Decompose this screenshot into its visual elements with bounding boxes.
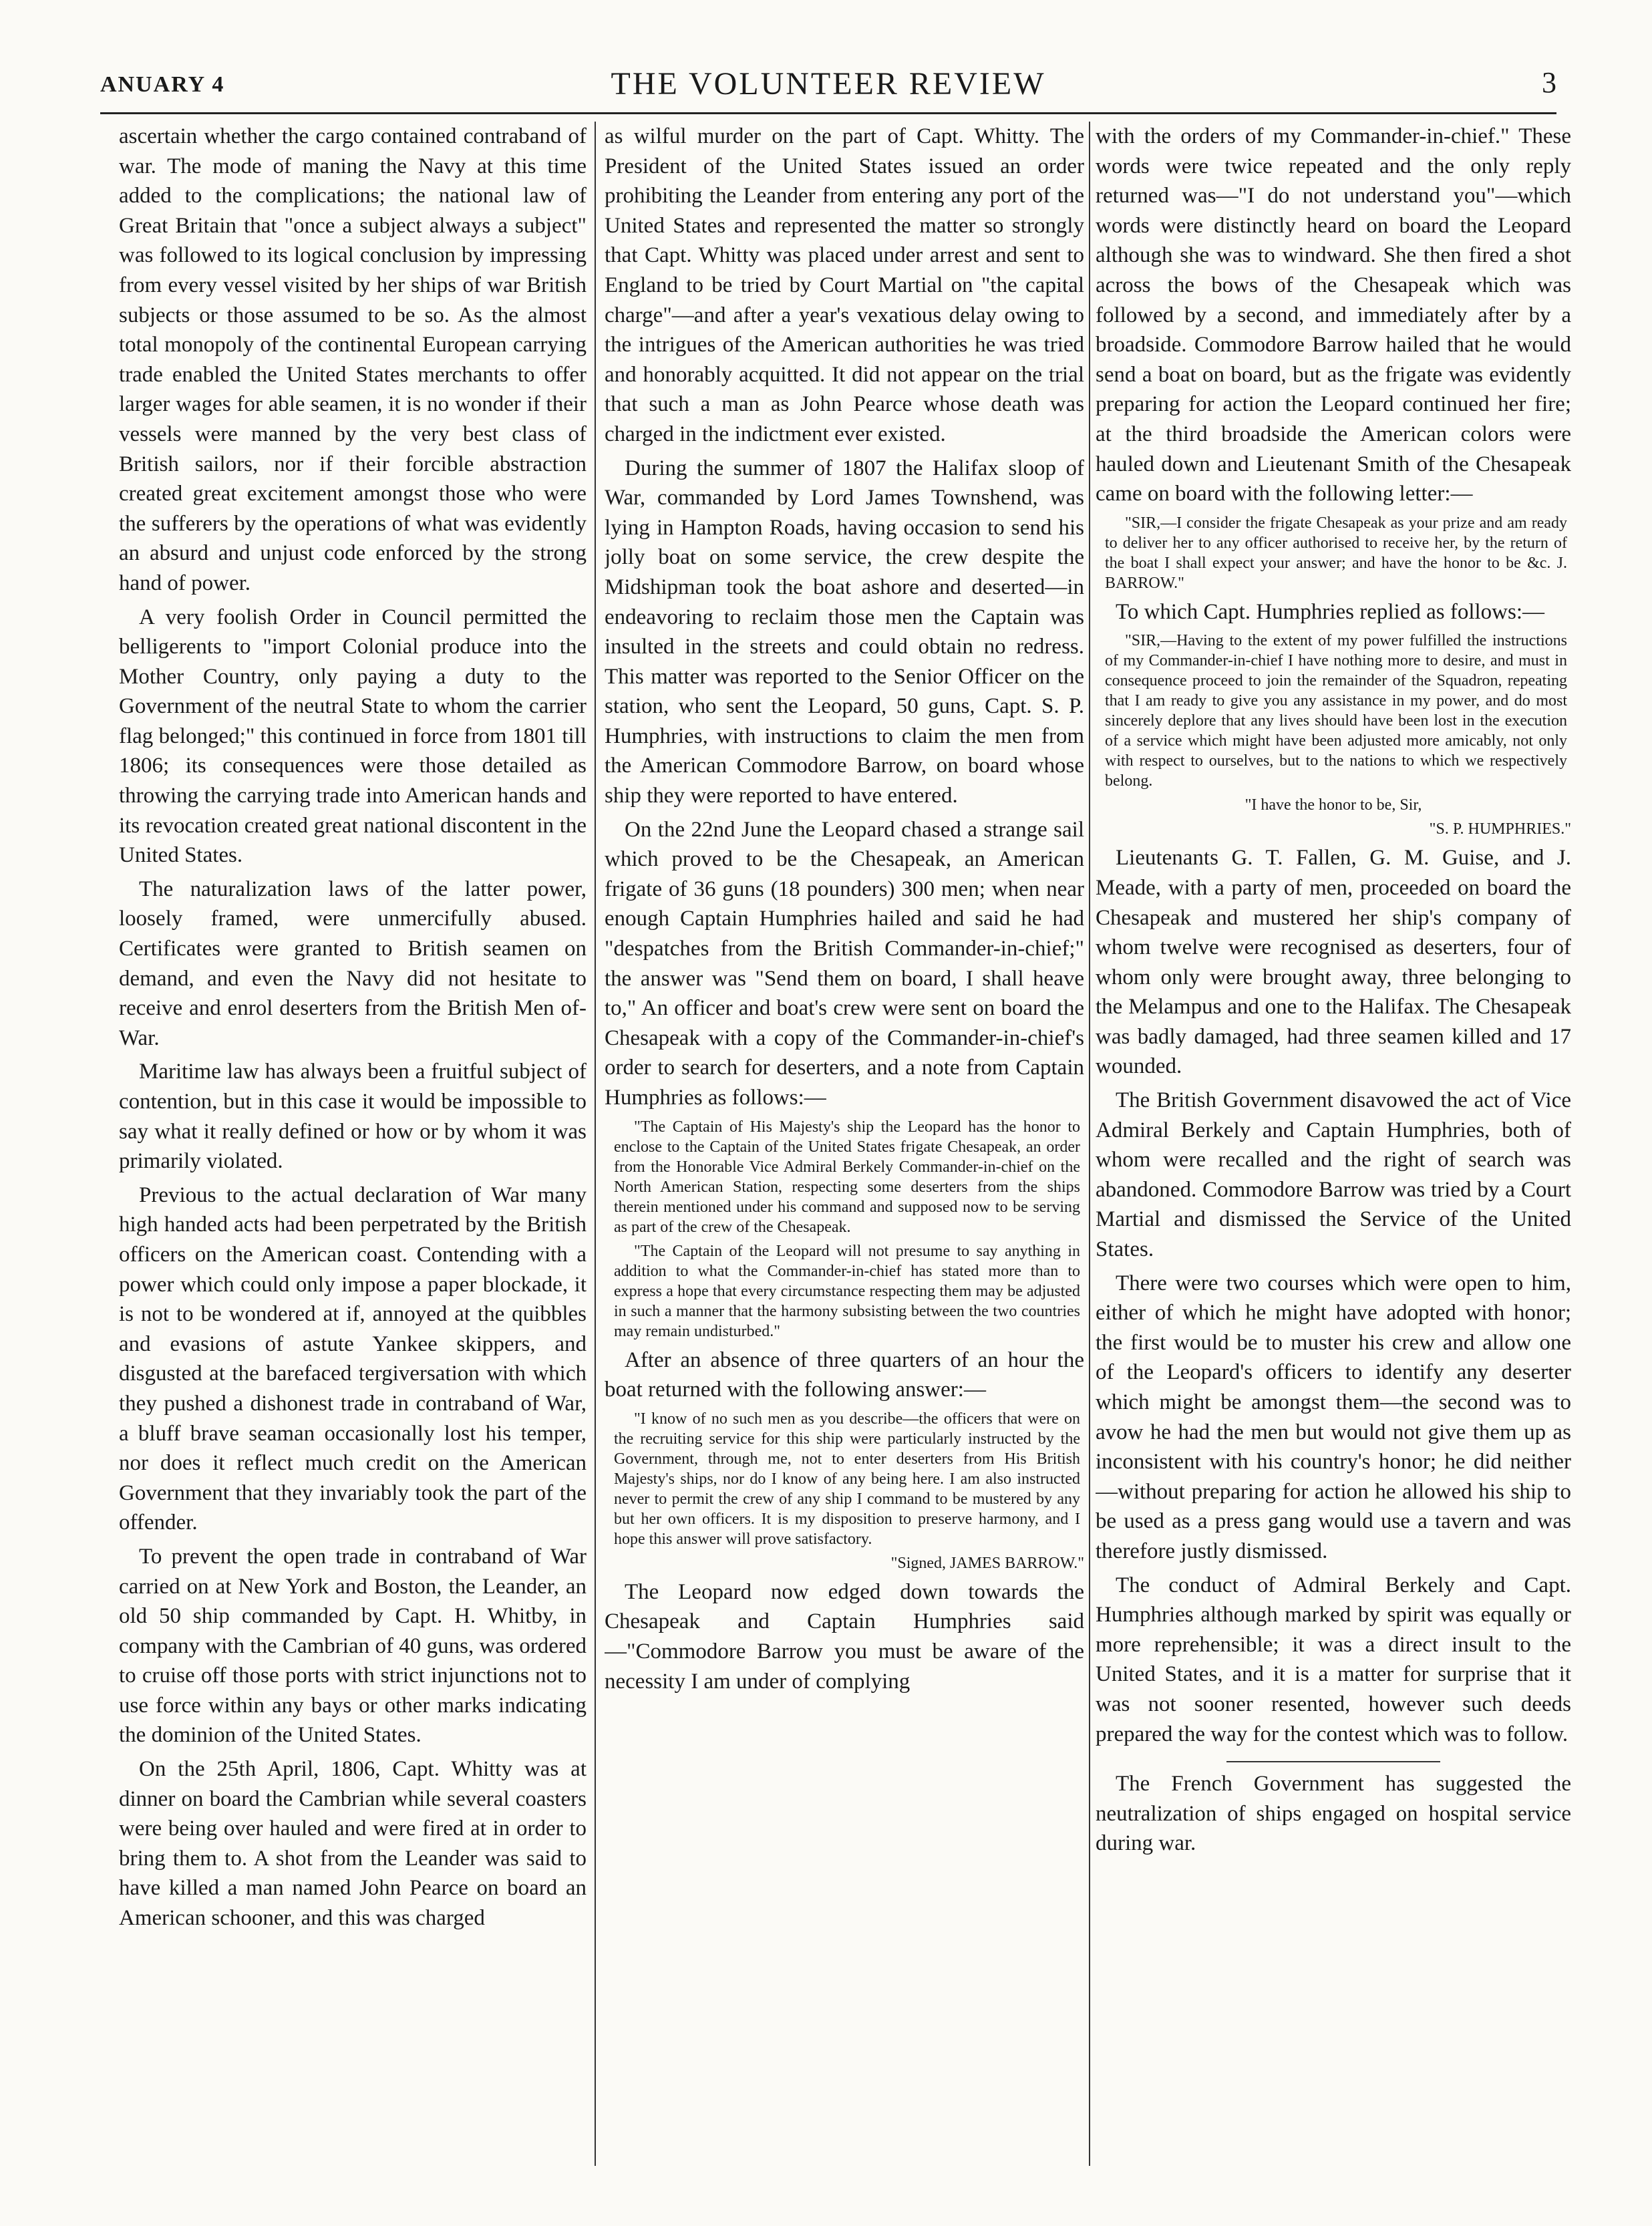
column-divider	[1089, 122, 1090, 2166]
paragraph: On the 25th April, 1806, Capt. Whitty was at dinner on board the Cambrian while several coasters were being over hauled and were fired at in order to bring them to. A shot from the Leander was said to have killed a man named John Pearce on board an American schooner, and this was charged	[119, 1757, 587, 1931]
paragraph: Maritime law has always been a fruitful subject of contention, but in this case it would be impossible to say what it really defined or how or by whom it was primarily violated.	[119, 1060, 587, 1174]
quoted-letter: "The Captain of the Leopard will not presume to say anything in addition to what the Commander-in-chief has stated more than to express a hope that every circumstance respecting them may be adjusted in such a manner that the harmony subsisting between the two countries may remain undisturbed."	[614, 1242, 1080, 1340]
quoted-letter: "SIR,—I consider the frigate Chesapeak as your prize and am ready to deliver her to any officer authorised to receive her, by the return of the boat I shall expect your answer; and have the honor to be &c. J. BARROW."	[1105, 514, 1567, 592]
paragraph: On the 22nd June the Leopard chased a strange sail which proved to be the Chesapeak, an American frigate of 36 guns (18 pounders) 300 men; when near enough Captain Humphries hailed and said he had "despatches from the British Commander-in-chief;" the answer was "Send them on board, I shall heave to," An officer and boat's crew were sent on board the Chesapeak with a copy of the Commander-in-chief's order to search for deserters, and a note from Captain Humphries as follows:—	[605, 817, 1084, 1110]
paragraph: The French Government has suggested the neutralization of ships engaged on hospital service during war.	[1096, 1772, 1571, 1856]
paragraph: The British Government disavowed the act of Vice Admiral Berkely and Captain Humphries, both of whom were recalled and the right of search was abandoned. Commodore Barrow was tried by a Court Martial and dismissed the Service of the United States.	[1096, 1088, 1571, 1262]
quoted-letter: "SIR,—Having to the extent of my power fulfilled the instructions of my Commander-in-chief I have nothing more to desire, and must in consequence proceed to join the remainder of the Squadron, repeating that I am ready to give you any assistance in my power, and do most sincerely deplore that any lives should have been lost in the execution of a service which might have been adjusted more amicably, not only with respect to ourselves, but to the nations to which we respectively belong.	[1105, 632, 1567, 790]
paragraph: Previous to the actual declaration of War many high handed acts had been perpetrated by the British officers on the American coast. Contending with a power which could only impose a paper blockade, it is not to be wondered at if, annoyed at the quibbles and evasions of astute Yankee skippers, and disgusted at the barefaced tergiversation with which they pushed a dishonest trade in contraband of War, a bluff brave seaman occasionally lost his temper, nor does it reflect much credit on the American Government that they invariably took the part of the offender.	[119, 1182, 587, 1535]
quoted-letter: "The Captain of His Majesty's ship the Leopard has the honor to enclose to the Captain of the United States frigate Chesapeak, an order from the Honorable Vice Admiral Berkely Commander-in-chief on the North American Station, respecting some deserters from the ships therein mentioned under his command and supposed now to be serving as part of the crew of the Chesapeak.	[614, 1118, 1080, 1236]
quoted-letter: "I know of no such men as you describe—the officers that were on the recruiting service for this ship were particularly instructed by the Government, through me, not to enter deserters from His British Majesty's ships, nor do I know of any being here. I am also instructed never to permit the crew of any ship I command to be mustered by any but her own officers. It is my disposition to preserve harmony, and I hope this answer will prove satisfactory.	[614, 1410, 1080, 1548]
signature: "Signed, JAMES BARROW."	[890, 1554, 1084, 1572]
column-3	[1096, 122, 1571, 2159]
paragraph: The naturalization laws of the latter power, loosely framed, were unmercifully abused. Certificates were granted to British seamen on demand, and even the Navy did not hesitate to receive and enrol deserters from the British Men of-War.	[119, 877, 587, 1050]
paragraph: as wilful murder on the part of Capt. Whitty. The President of the United States issued an order prohibiting the Leander from entering any port of the United States and represented the matter so strongly that Capt. Whitty was placed under arrest and sent to England to be tried by Court Martial on "the capital charge"—and after a year's vexatious delay owing to the intrigues of the American authorities he was tried and honorably acquitted. It did not appear on the trial that such a man as John Pearce whose death was charged in the indictment ever existed.	[605, 124, 1084, 446]
column-1	[119, 122, 587, 2159]
closing-line: "I have the honor to be, Sir,	[1245, 796, 1422, 814]
page-header	[100, 65, 1556, 112]
paragraph: After an absence of three quarters of an hour the boat returned with the following answer:—	[605, 1347, 1084, 1402]
page-number: 3	[1542, 66, 1556, 99]
paragraph: with the orders of my Commander-in-chief." These words were twice repeated and the only reply returned was—"I do not understand you"—which words were distinctly heard on board the Leopard although she was to windward. She then fired a shot across the bows of the Chesapeak which was followed by a second, and immediately after by a broadside. Commodore Barrow hailed that he would send a boat on board, but as the frigate was evidently preparing for action the Leopard continued her fire; at the third broadside the American colors were hauled down and Lieutenant Smith of the Chesapeak came on board with the following letter:—	[1096, 124, 1571, 506]
issue-date: ANUARY 4	[100, 72, 225, 97]
paragraph: To which Capt. Humphries replied as follows:—	[1116, 599, 1545, 624]
paragraph: There were two courses which were open to him, either of which he might have adopted with honor; the first would be to muster his crew and allow one of the Leopard's officers to identify any deserter which might be amongst them—the second was to avow he had the men but would not give them up as inconsistent with his country's honor; he did neither—without preparing for action he allowed his ship to be used as a press gang would use a tavern and was therefore justly dismissed.	[1096, 1271, 1571, 1563]
paragraph: ascertain whether the cargo contained contraband of war. The mode of maning the Navy at this time added to the complications; the national law of Great Britain that "once a subject always a subject" was followed to its logical conclusion by impressing from every vessel visited by her ships of war British subjects or those assumed to be so. As the almost total monopoly of the continental European carrying trade enabled the United States merchants to offer larger wages for able seamen, it is no wonder if their vessels were manned by the very best class of British sailors, nor if their forcible abstraction created great excitement amongst those who were the sufferers by the operations of what was evidently an absurd and unjust code enforced by the strong hand of power.	[119, 124, 587, 595]
paragraph: The conduct of Admiral Berkely and Capt. Humphries although marked by spirit was equally or more reprehensible; it was a direct insult to the United States, and it is a matter for surprise that it was not sooner resented, however such deeds prepared the way for the contest which was to follow.	[1096, 1573, 1571, 1746]
paragraph: During the summer of 1807 the Halifax sloop of War, commanded by Lord James Townshend, was lying in Hampton Roads, having occasion to send his jolly boat on some service, the crew despite the Midshipman took the boat ashore and deserted—in endeavoring to reclaim those men the Captain was insulted in the streets and could obtain no redress. This matter was reported to the Senior Officer on the station, who sent the Leopard, 50 guns, Capt. S. P. Humphries, with instructions to claim the men from the American Commodore Barrow, on board whose ship they were reported to have entered.	[605, 456, 1084, 808]
header-rule	[100, 112, 1556, 114]
paragraph: To prevent the open trade in contraband of War carried on at New York and Boston, the Leander, an old 50 ship commanded by Capt. H. Whitby, in company with the Cambrian of 40 guns, was ordered to cruise off those ports with strict injunctions not to use force within any bays or other marks indicating the dominion of the United States.	[119, 1544, 587, 1748]
column-divider	[595, 122, 596, 2166]
signature: "S. P. HUMPHRIES."	[1429, 820, 1571, 838]
paragraph: The Leopard now edged down towards the Chesapeak and Captain Humphries said —"Commodore Barrow you must be aware of the necessity I am under of complying	[605, 1579, 1084, 1694]
column-2	[605, 122, 1084, 2159]
paragraph: Lieutenants G. T. Fallen, G. M. Guise, and J. Meade, with a party of men, proceeded on board the Chesapeak and mustered her ship's company of whom twelve were recognised as deserters, four of whom only were brought away, three belonging to the Melampus and one to the Halifax. The Chesapeak was badly damaged, had three seamen killed and 17 wounded.	[1096, 846, 1571, 1079]
paragraph: A very foolish Order in Council permitted the belligerents to "import Colonial produce into the Mother Country, only paying a duty to the Government of the neutral State to whom the carrier flag belonged;" this continued in force from 1801 till 1806; its consequences were those detailed as throwing the carrying trade into American hands and its revocation created great national discontent in the United States.	[119, 605, 587, 868]
newspaper-title: THE VOLUNTEER REVIEW	[611, 66, 1046, 102]
article-divider	[1226, 1761, 1440, 1762]
